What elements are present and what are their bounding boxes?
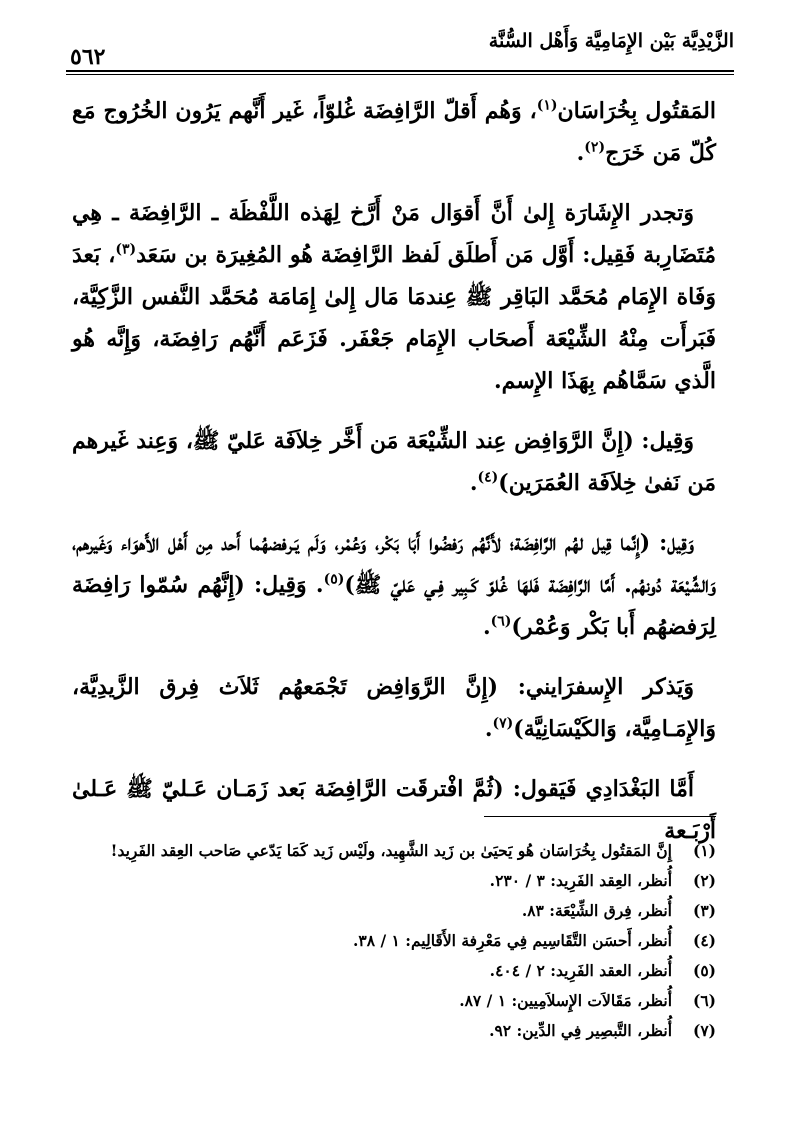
paragraph-3	[72, 420, 716, 504]
footnote-4	[72, 926, 716, 956]
running-header: الزَّيْدِيَّة بَيْن الإِمَامِيَّة وَأَهْل السُّنَّة	[488, 30, 734, 52]
footnote-ref[interactable]: (٢)	[584, 139, 606, 156]
paragraph-2	[72, 192, 716, 402]
paragraph-text: . وَقِيل: (إِنَّهُم سُمّوا رَافِضَة لِرَفضهُم أَبا بَكْر وَعُمْر)	[72, 572, 716, 640]
footnote-ref[interactable]: (٧)	[492, 715, 514, 732]
paragraph-text: وَقِيل: (إِنَّما قِيل لهُم الرَّافِضَة؛ لأَنَّهُم رَفضُوا أَبَا بَكْر، وَعُمْر، وَلَم يَـرفضهُما أَحد مِن أَهْل الأَهوَاء وَغَيرهم، وَالشِّيْعَة دُونهُم. أَمَّا الرَّافِضَة فَلهَا غُلوّ كَـبِير فِـي عَليّ ﷺ)	[72, 530, 717, 598]
footnote-3	[72, 896, 716, 926]
paragraph-1	[72, 90, 716, 174]
footnote-text: أُنظر، العِقد الفَرِيد: ٣ / ٢٣٠.	[489, 871, 672, 890]
footnote-text: أُنظر، فِرق الشِّيْعَة: ٨٣.	[521, 901, 672, 920]
paragraph-4	[72, 522, 716, 648]
paragraph-text: .	[576, 140, 585, 166]
footnote-number: (٣)	[692, 901, 716, 920]
footnote-number: (١)	[692, 841, 716, 860]
footnote-5	[72, 956, 716, 986]
paragraph-text: ، بَعدَ وَفَاة الإِمَام مُحَمَّد البَاقِر ﷺ عِندمَا مَال إِلىٰ إِمَامَة مُحَمَّد النَّفس الزَّكِيَّة، فَبَرأَت مِنْهُ الشِّيْعَة أَصحَاب الإِمَام جَعْفَر. فَزَعَم أَنَّهُم رَافِضَة، وَإِنَّه هُو الَّذي سَمَّاهُم بِهَذَا الإِسم.	[72, 242, 716, 394]
footnote-number: (٧)	[692, 1021, 716, 1040]
header-rule-thin	[66, 74, 734, 75]
footnote-number: (٥)	[692, 961, 716, 980]
footnote-text: أُنظر، التَّبصِير فِي الدِّين: ٩٢.	[489, 1021, 672, 1040]
footnote-text: أُنظر، أَحسَن التَّقَاسِيم فِي مَعْرِفة الأَقَالِيم: ١ / ٣٨.	[353, 931, 672, 950]
footnote-ref[interactable]: (٦)	[490, 613, 512, 630]
footnote-number: (٢)	[692, 871, 716, 890]
paragraph-text: .	[469, 470, 478, 496]
footnote-7	[72, 1016, 716, 1046]
paragraph-text: وَيَذكر الإِسفرَايني: (إِنَّ الرَّوَافِض تَجْمَعهُم ثَلاَث فِرق الزَّيدِيَّة، وَالإِمَـامِيَّة، وَالكَيْسَانِيَّة)	[72, 674, 716, 742]
footnote-2	[72, 866, 716, 896]
paragraph-text: أَمَّا البَغْدَادِي فَيَقول: (ثُمَّ افْترقَت الرَّافِضَة بَعد زَمَـان عَـليّ ﷺ عَـلىٰ أَرْبَـعة	[72, 776, 716, 844]
footnote-ref[interactable]: (٥)	[323, 571, 345, 588]
footnote-ref[interactable]: (١)	[536, 97, 558, 114]
footnotes-section	[72, 836, 716, 1046]
paragraph-text: المَقتُول بِخُرَاسَان	[557, 98, 716, 124]
main-text	[72, 90, 716, 870]
footnote-6	[72, 986, 716, 1016]
footnote-number: (٦)	[692, 991, 716, 1010]
header-rule	[66, 70, 734, 72]
footnote-number: (٤)	[692, 931, 716, 950]
paragraph-text: .	[484, 716, 493, 742]
paragraph-text: .	[482, 614, 491, 640]
paragraph-text: وَقِيل: (إِنَّ الرَّوَافِض عِند الشِّيْعَة مَن أَخَّر خِلاَفَة عَليّ ﷺ، وَعِند غَيرهم مَن نَفىٰ خِلاَفَة العُمَرَين)	[72, 428, 716, 496]
footnote-ref[interactable]: (٤)	[477, 469, 499, 486]
footnote-text: أُنظر، العقد الفَرِيد: ٢ / ٤٠٤.	[489, 961, 672, 980]
page-number: ٥٦٢	[70, 44, 106, 70]
footnote-separator	[484, 816, 716, 817]
footnote-ref[interactable]: (٣)	[115, 241, 137, 258]
paragraph-text: وَتجدر الإِشَارَة إِلىٰ أَنَّ أَقوَال مَنْ أَرَّخ لِهَذه اللَّفْظَة ـ الرَّافِضَة ـ هِي مُتَضَارِبة فَقِيل: أَوَّل مَن أَطلَق لَفظ الرَّافِضَة هُو المُغِيرَة بن سَعَد	[72, 200, 716, 268]
paragraph-5	[72, 666, 716, 750]
footnote-text: أُنظر، مَقَالاَت الإِسلاَمِيين: ١ / ٨٧.	[459, 991, 672, 1010]
footnote-1	[72, 836, 716, 866]
paragraph-text: ، وَهُم أَقلّ الرَّافِضَة غُلوّاً، غَير أَنَّهم يَرُون الخُرُوج مَع كُلّ مَن خَرَج	[72, 98, 716, 166]
footnote-text: إِنَّ المَقتُول بِخُرَاسَان هُو يَحيَىٰ بن زَيد الشَّهِيد، ولَيْس زَيد كَمَا يَدّعي صَاحب العِقد الفَرِيد!	[110, 841, 672, 860]
